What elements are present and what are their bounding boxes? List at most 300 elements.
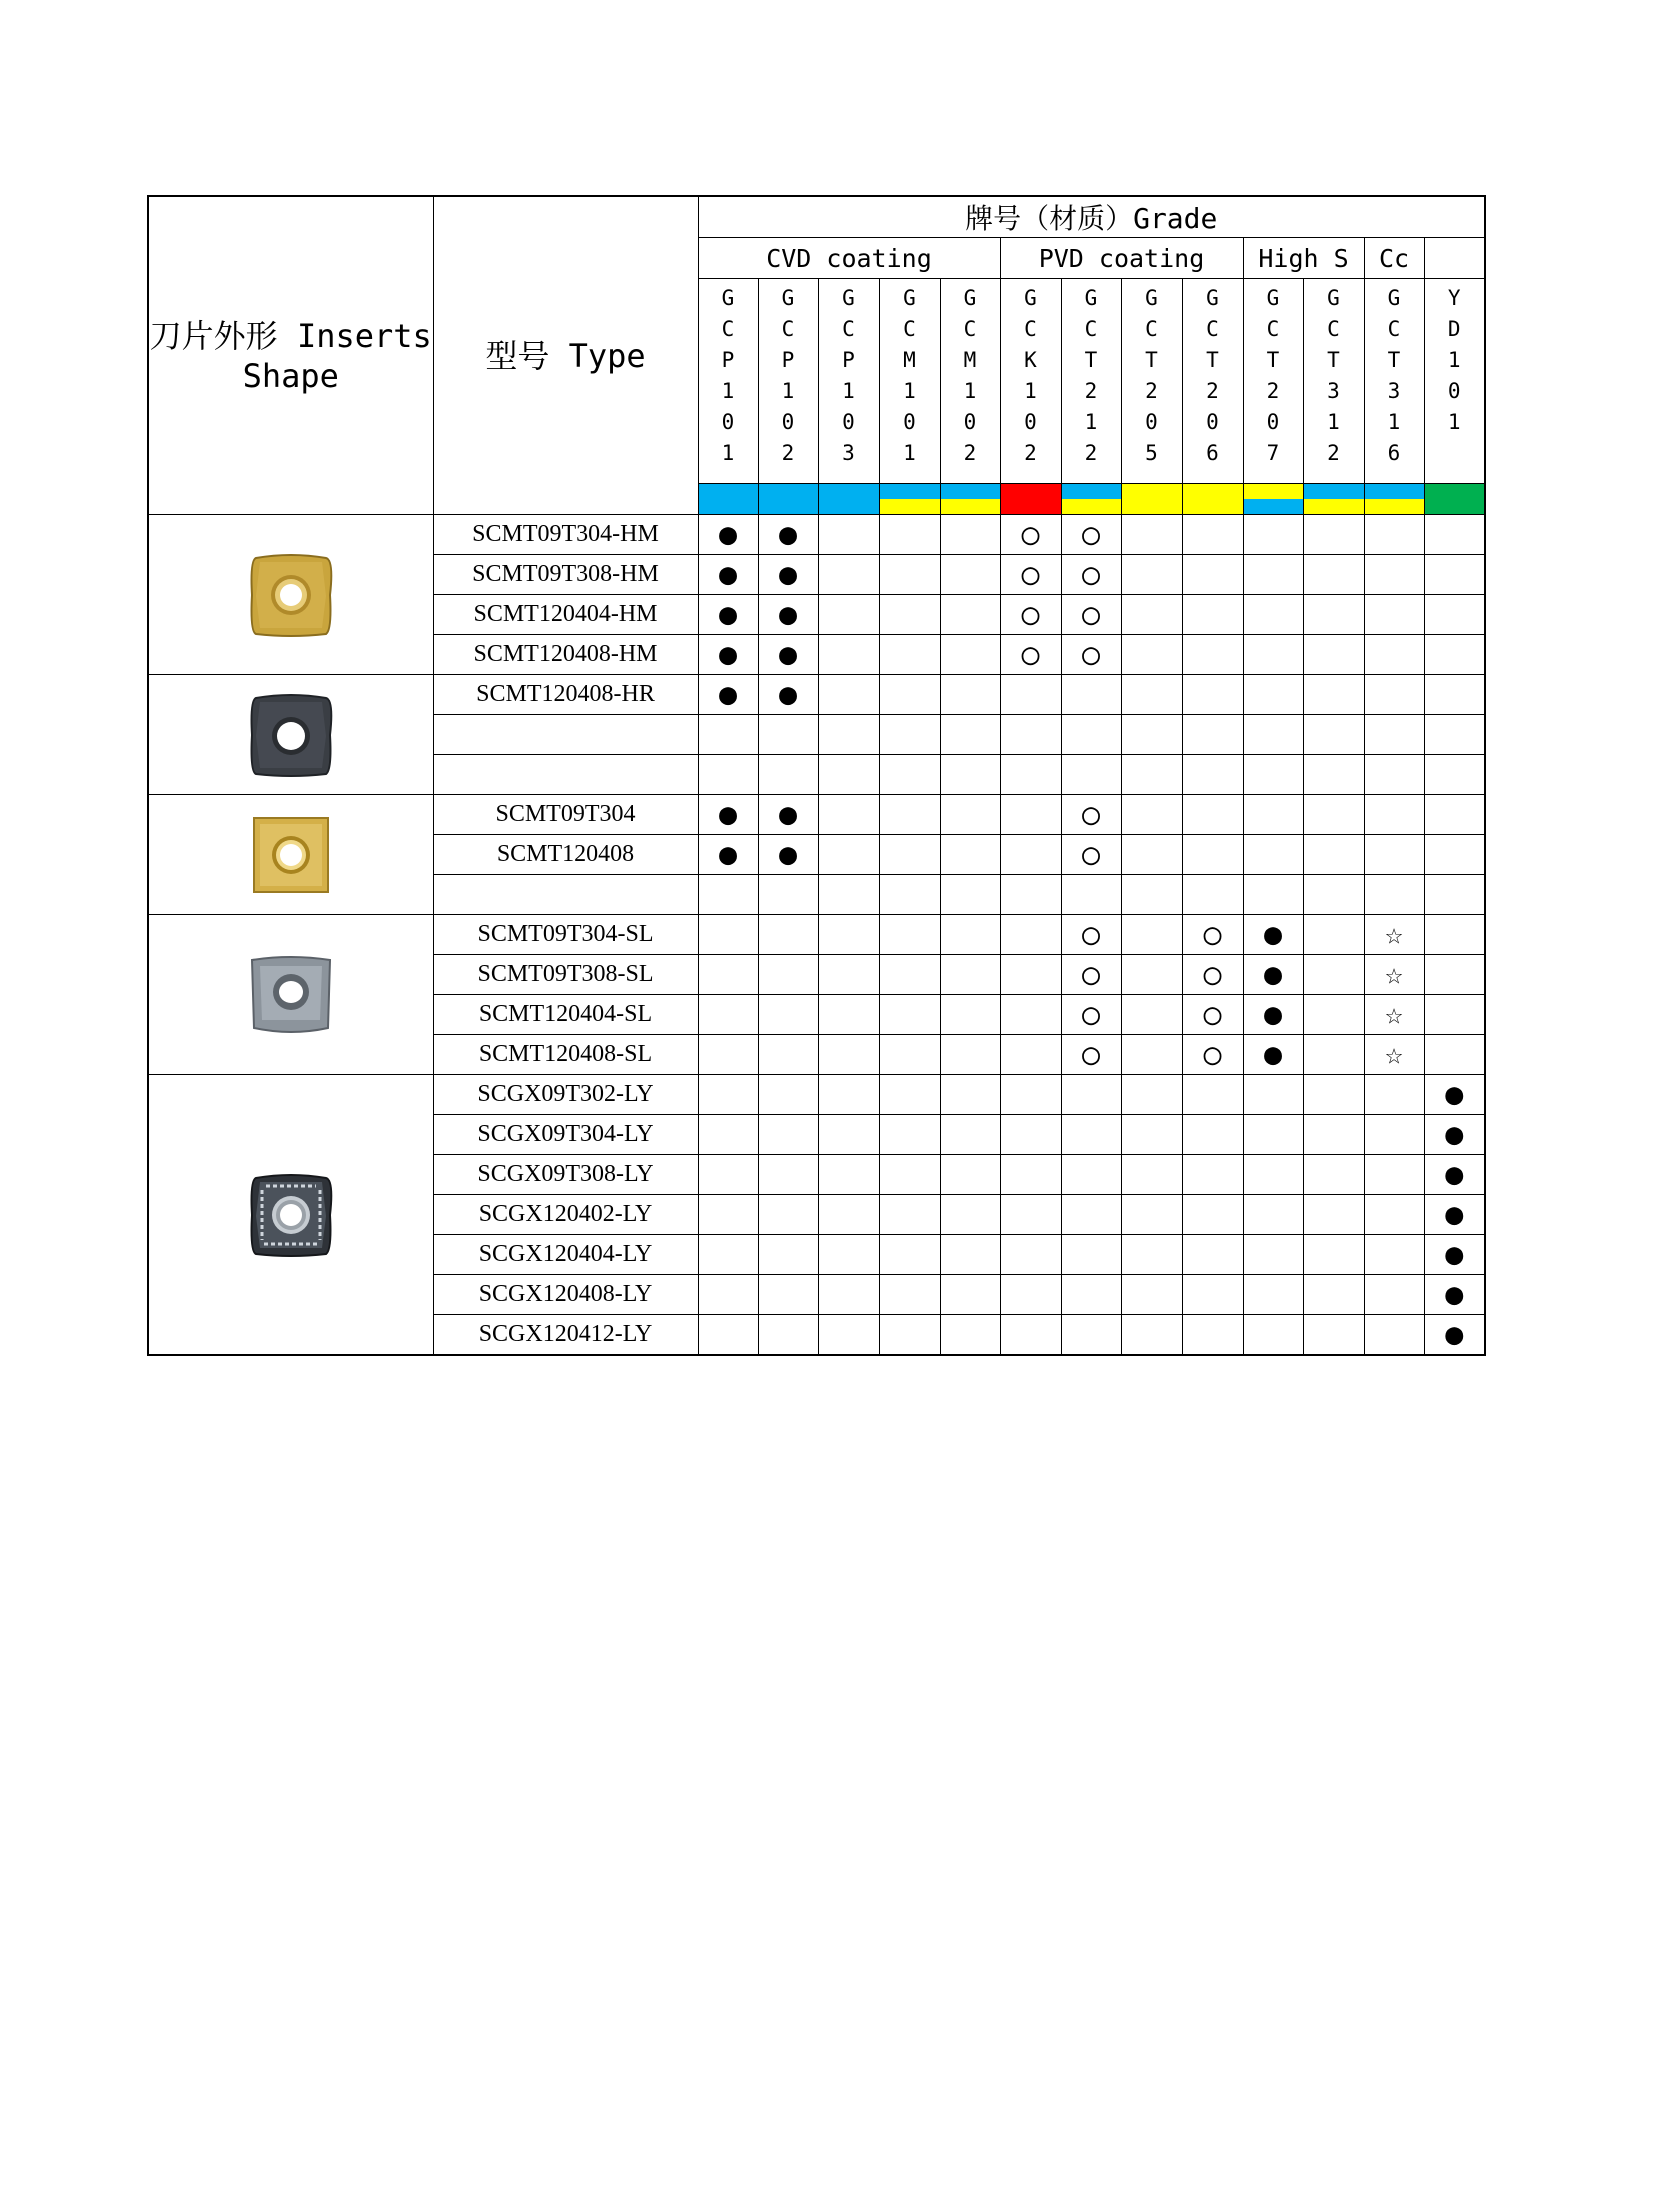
grade-mark-cell bbox=[1303, 1155, 1364, 1195]
grade-mark-cell bbox=[1000, 875, 1061, 915]
grade-mark-cell bbox=[1364, 635, 1424, 675]
grade-mark-cell bbox=[698, 1035, 758, 1075]
grade-mark-cell bbox=[1424, 715, 1485, 755]
grade-mark-cell bbox=[1364, 675, 1424, 715]
grade-mark-cell bbox=[1243, 995, 1303, 1035]
grade-mark-cell bbox=[879, 995, 940, 1035]
grade-group-header: High S bbox=[1243, 238, 1364, 279]
grade-mark-cell bbox=[818, 1035, 879, 1075]
grade-mark-cell bbox=[1364, 1035, 1424, 1075]
grade-mark-cell bbox=[818, 835, 879, 875]
grade-mark-cell bbox=[879, 515, 940, 555]
grade-mark-cell bbox=[1364, 755, 1424, 795]
grade-mark-cell bbox=[1303, 755, 1364, 795]
table-row bbox=[148, 1075, 1485, 1115]
grade-mark-cell bbox=[1000, 1035, 1061, 1075]
grade-mark: ○ bbox=[1021, 596, 1040, 632]
grade-mark: ○ bbox=[1203, 956, 1222, 992]
grade-color-band bbox=[758, 484, 818, 515]
grade-mark-cell bbox=[1424, 1075, 1485, 1115]
grade-mark-cell bbox=[1000, 1315, 1061, 1356]
grade-group-header: PVD coating bbox=[1000, 238, 1243, 279]
grade-mark-cell bbox=[879, 555, 940, 595]
insert-type: SCMT09T304-SL bbox=[433, 915, 698, 955]
grade-mark-cell bbox=[698, 675, 758, 715]
grade-mark-cell bbox=[1303, 955, 1364, 995]
grade-mark-cell bbox=[1424, 1235, 1485, 1275]
insert-type: SCMT120404-SL bbox=[433, 995, 698, 1035]
grade-mark-cell bbox=[758, 1035, 818, 1075]
grade-mark-cell bbox=[1061, 875, 1121, 915]
grade-mark: ● bbox=[718, 596, 738, 632]
grade-mark-cell bbox=[818, 675, 879, 715]
grade-mark-cell bbox=[1243, 875, 1303, 915]
grade-mark-cell bbox=[1121, 955, 1182, 995]
grade-mark-cell bbox=[879, 1315, 940, 1356]
grade-mark-cell bbox=[1000, 915, 1061, 955]
grade-code: G C K 1 0 2 bbox=[1000, 279, 1061, 484]
grade-mark-cell bbox=[698, 795, 758, 835]
grade-mark-cell bbox=[1364, 1115, 1424, 1155]
grade-mark-cell bbox=[1182, 635, 1243, 675]
grade-mark: ● bbox=[1263, 1036, 1283, 1072]
grade-mark-cell bbox=[1364, 555, 1424, 595]
grade-mark-cell bbox=[1121, 555, 1182, 595]
grade-mark-cell bbox=[940, 515, 1000, 555]
grade-mark-cell bbox=[758, 1275, 818, 1315]
grade-mark-cell bbox=[1000, 635, 1061, 675]
grade-mark-cell bbox=[940, 595, 1000, 635]
grade-mark: ☆ bbox=[1384, 916, 1404, 952]
grade-mark-cell bbox=[1182, 795, 1243, 835]
grade-mark-cell bbox=[1000, 1155, 1061, 1195]
grade-color-band bbox=[1182, 484, 1243, 515]
grade-mark-cell bbox=[1061, 515, 1121, 555]
table-row bbox=[148, 795, 1485, 835]
grade-mark-cell bbox=[879, 915, 940, 955]
grade-mark-cell bbox=[1303, 875, 1364, 915]
grade-mark-cell bbox=[1424, 875, 1485, 915]
grade-mark-cell bbox=[698, 1235, 758, 1275]
grade-mark-cell bbox=[879, 675, 940, 715]
grade-mark-cell bbox=[879, 835, 940, 875]
grade-mark-cell bbox=[1000, 795, 1061, 835]
grade-mark: ● bbox=[1445, 1316, 1464, 1352]
grade-mark-cell bbox=[1061, 635, 1121, 675]
grade-mark-cell bbox=[1243, 595, 1303, 635]
grade-code: Y D 1 0 1 bbox=[1424, 279, 1485, 484]
insert-type: SCMT09T308-SL bbox=[433, 955, 698, 995]
grade-mark-cell bbox=[1182, 595, 1243, 635]
grade-mark: ○ bbox=[1203, 996, 1222, 1032]
grade-mark-cell bbox=[1303, 835, 1364, 875]
grade-mark-cell bbox=[1182, 1235, 1243, 1275]
insert-shape-cell bbox=[148, 795, 433, 915]
grade-mark-cell bbox=[1424, 1035, 1485, 1075]
grade-code: G C T 2 0 5 bbox=[1121, 279, 1182, 484]
insert-type bbox=[433, 755, 698, 795]
grade-mark-cell bbox=[1182, 1075, 1243, 1115]
grade-mark-cell bbox=[1061, 715, 1121, 755]
grade-code: G C T 2 1 2 bbox=[1061, 279, 1121, 484]
grade-code: G C P 1 0 2 bbox=[758, 279, 818, 484]
grade-mark-cell bbox=[1182, 995, 1243, 1035]
grade-mark: ○ bbox=[1081, 836, 1101, 872]
grade-mark-cell bbox=[1364, 1195, 1424, 1235]
grade-mark-cell bbox=[818, 1275, 879, 1315]
grade-mark-cell bbox=[758, 1155, 818, 1195]
grade-mark-cell bbox=[1000, 595, 1061, 635]
grade-color-band bbox=[1243, 484, 1303, 515]
grade-mark-cell bbox=[1061, 1155, 1121, 1195]
grade-mark-cell bbox=[1000, 1235, 1061, 1275]
grade-mark-cell bbox=[1182, 835, 1243, 875]
grade-mark-cell bbox=[879, 875, 940, 915]
grade-mark-cell bbox=[698, 875, 758, 915]
insert-type: SCGX120408-LY bbox=[433, 1275, 698, 1315]
grade-mark: ● bbox=[718, 516, 738, 552]
grade-mark: ○ bbox=[1081, 1036, 1101, 1072]
grade-mark-cell bbox=[698, 1315, 758, 1356]
grade-mark: ● bbox=[1445, 1196, 1464, 1232]
grade-mark-cell bbox=[1243, 1115, 1303, 1155]
grade-mark-cell bbox=[758, 675, 818, 715]
grade-mark-cell bbox=[698, 715, 758, 755]
grade-mark: ● bbox=[1445, 1236, 1464, 1272]
grade-mark-cell bbox=[1424, 675, 1485, 715]
insert-type: SCMT09T308-HM bbox=[433, 555, 698, 595]
grade-mark-cell bbox=[818, 995, 879, 1035]
grade-mark-cell bbox=[1061, 835, 1121, 875]
grade-mark: ● bbox=[1445, 1076, 1464, 1112]
grade-mark-cell bbox=[1243, 835, 1303, 875]
grade-mark-cell bbox=[1424, 755, 1485, 795]
grade-code: G C T 3 1 6 bbox=[1364, 279, 1424, 484]
grade-mark: ○ bbox=[1081, 956, 1101, 992]
grade-mark-cell bbox=[1121, 1235, 1182, 1275]
grade-mark: ● bbox=[718, 676, 738, 712]
grade-mark-cell bbox=[1000, 1195, 1061, 1235]
grade-mark-cell bbox=[818, 1195, 879, 1235]
grade-mark-cell bbox=[1243, 1195, 1303, 1235]
grade-mark-cell bbox=[818, 1075, 879, 1115]
grade-mark-cell bbox=[1182, 515, 1243, 555]
grade-mark: ● bbox=[778, 836, 798, 872]
grade-mark-cell bbox=[1303, 1235, 1364, 1275]
grade-mark-cell bbox=[698, 595, 758, 635]
grade-mark-cell bbox=[1000, 555, 1061, 595]
grade-mark-cell bbox=[1303, 795, 1364, 835]
insert-type bbox=[433, 715, 698, 755]
grade-mark: ● bbox=[1445, 1276, 1464, 1312]
grade-mark-cell bbox=[1364, 715, 1424, 755]
grade-mark: ● bbox=[778, 556, 798, 592]
grade-mark: ● bbox=[718, 636, 738, 672]
grade-mark-cell bbox=[1121, 995, 1182, 1035]
grade-mark-cell bbox=[1424, 1155, 1485, 1195]
grade-mark-cell bbox=[1121, 755, 1182, 795]
grade-color-band bbox=[818, 484, 879, 515]
grade-mark-cell bbox=[1303, 1195, 1364, 1235]
grade-mark-cell bbox=[1182, 715, 1243, 755]
grade-mark-cell bbox=[940, 875, 1000, 915]
black-insert-hr-icon bbox=[149, 690, 433, 780]
grade-mark-cell bbox=[1182, 1035, 1243, 1075]
grade-mark-cell bbox=[1364, 1235, 1424, 1275]
grade-mark-cell bbox=[879, 1075, 940, 1115]
grade-color-band bbox=[1303, 484, 1364, 515]
grade-mark-cell bbox=[698, 915, 758, 955]
grade-mark: ○ bbox=[1081, 636, 1101, 672]
grade-color-band bbox=[1424, 484, 1485, 515]
grade-mark-cell bbox=[1364, 515, 1424, 555]
grade-mark-cell bbox=[818, 595, 879, 635]
grade-mark-cell bbox=[1182, 1155, 1243, 1195]
insert-type: SCGX09T302-LY bbox=[433, 1075, 698, 1115]
grade-mark-cell bbox=[1303, 715, 1364, 755]
grade-mark-cell bbox=[1182, 1315, 1243, 1356]
grade-mark-cell bbox=[1182, 1115, 1243, 1155]
grade-code: G C P 1 0 3 bbox=[818, 279, 879, 484]
grade-mark-cell bbox=[698, 635, 758, 675]
insert-type: SCGX120402-LY bbox=[433, 1195, 698, 1235]
grade-mark: ☆ bbox=[1384, 956, 1404, 992]
grade-mark-cell bbox=[1243, 915, 1303, 955]
grade-mark-cell bbox=[1182, 955, 1243, 995]
grade-mark-cell bbox=[758, 1195, 818, 1235]
grade-mark-cell bbox=[1424, 1115, 1485, 1155]
grade-mark-cell bbox=[1061, 1035, 1121, 1075]
grade-mark-cell bbox=[1000, 1075, 1061, 1115]
grade-mark: ○ bbox=[1203, 1036, 1222, 1072]
grade-mark-cell bbox=[758, 995, 818, 1035]
grade-group-header: CVD coating bbox=[698, 238, 1000, 279]
grade-mark-cell bbox=[1061, 1315, 1121, 1356]
grade-mark-cell bbox=[758, 835, 818, 875]
grade-mark-cell bbox=[1243, 955, 1303, 995]
grade-mark: ● bbox=[1263, 916, 1283, 952]
grade-mark-cell bbox=[1424, 795, 1485, 835]
table-row bbox=[148, 515, 1485, 555]
grade-mark-cell bbox=[940, 1035, 1000, 1075]
grade-mark-cell bbox=[940, 835, 1000, 875]
grade-mark-cell bbox=[1121, 1035, 1182, 1075]
grade-mark-cell bbox=[1424, 515, 1485, 555]
insert-shape-cell bbox=[148, 1075, 433, 1356]
grade-mark-cell bbox=[758, 955, 818, 995]
grade-mark-cell bbox=[1364, 875, 1424, 915]
insert-type: SCMT120408 bbox=[433, 835, 698, 875]
grade-mark-cell bbox=[940, 1195, 1000, 1235]
grade-mark-cell bbox=[1121, 1195, 1182, 1235]
grade-mark-cell bbox=[1061, 995, 1121, 1035]
grade-mark-cell bbox=[1061, 755, 1121, 795]
insert-type: SCMT120408-SL bbox=[433, 1035, 698, 1075]
grade-mark-cell bbox=[1303, 1275, 1364, 1315]
grade-mark-cell bbox=[818, 795, 879, 835]
grade-mark-cell bbox=[1303, 1075, 1364, 1115]
grade-code: G C T 2 0 7 bbox=[1243, 279, 1303, 484]
grade-mark-cell bbox=[1424, 915, 1485, 955]
grade-mark-cell bbox=[1303, 635, 1364, 675]
grade-mark-cell bbox=[1061, 1075, 1121, 1115]
grade-mark-cell bbox=[818, 1235, 879, 1275]
grade-mark-cell bbox=[940, 1155, 1000, 1195]
grade-code: G C M 1 0 2 bbox=[940, 279, 1000, 484]
dark-insert-ly-icon bbox=[149, 1170, 433, 1260]
grade-mark-cell bbox=[1182, 755, 1243, 795]
grade-mark: ○ bbox=[1081, 916, 1101, 952]
grade-mark-cell bbox=[1243, 795, 1303, 835]
grade-mark-cell bbox=[1424, 955, 1485, 995]
grade-mark-cell bbox=[698, 995, 758, 1035]
grade-mark-cell bbox=[818, 915, 879, 955]
grade-mark-cell bbox=[1303, 515, 1364, 555]
grade-mark-cell bbox=[1243, 1035, 1303, 1075]
grade-mark-cell bbox=[758, 635, 818, 675]
grade-mark-cell bbox=[698, 1275, 758, 1315]
grade-mark-cell bbox=[1000, 995, 1061, 1035]
grade-mark-cell bbox=[758, 555, 818, 595]
gold-insert-plain-icon bbox=[149, 810, 433, 900]
grade-code: G C M 1 0 1 bbox=[879, 279, 940, 484]
grade-mark-cell bbox=[698, 1075, 758, 1115]
grade-mark-cell bbox=[1243, 1235, 1303, 1275]
grade-mark-cell bbox=[1243, 635, 1303, 675]
grade-mark-cell bbox=[818, 755, 879, 795]
grade-mark-cell bbox=[1243, 1315, 1303, 1356]
grade-mark-cell bbox=[698, 955, 758, 995]
grade-mark-cell bbox=[1061, 1195, 1121, 1235]
grade-mark: ● bbox=[778, 636, 798, 672]
grade-mark-cell bbox=[1243, 755, 1303, 795]
grade-mark: ○ bbox=[1081, 556, 1101, 592]
insert-type: SCGX09T308-LY bbox=[433, 1155, 698, 1195]
grade-mark-cell bbox=[1364, 835, 1424, 875]
insert-type: SCMT09T304-HM bbox=[433, 515, 698, 555]
grade-mark-cell bbox=[1303, 1115, 1364, 1155]
grade-mark-cell bbox=[1303, 675, 1364, 715]
grade-mark-cell bbox=[1121, 1315, 1182, 1356]
grade-mark-cell bbox=[758, 1235, 818, 1275]
insert-type: SCMT120408-HM bbox=[433, 635, 698, 675]
grade-mark-cell bbox=[1121, 915, 1182, 955]
type-header: 型号 Type bbox=[433, 196, 698, 515]
grade-mark-cell bbox=[1182, 875, 1243, 915]
grade-mark: ● bbox=[778, 596, 798, 632]
grade-mark-cell bbox=[940, 1075, 1000, 1115]
grade-mark-cell bbox=[879, 1195, 940, 1235]
grade-mark-cell bbox=[940, 715, 1000, 755]
grade-mark-cell bbox=[1364, 995, 1424, 1035]
grade-mark-cell bbox=[940, 755, 1000, 795]
grade-color-band bbox=[1121, 484, 1182, 515]
grade-mark-cell bbox=[1121, 515, 1182, 555]
grade-mark-cell bbox=[758, 1075, 818, 1115]
grade-mark: ○ bbox=[1203, 916, 1222, 952]
grade-mark-cell bbox=[940, 1115, 1000, 1155]
grade-mark-cell bbox=[1121, 835, 1182, 875]
grade-color-band bbox=[1000, 484, 1061, 515]
grade-mark: ● bbox=[718, 796, 738, 832]
grade-mark-cell bbox=[758, 715, 818, 755]
grade-mark-cell bbox=[698, 555, 758, 595]
grade-mark-cell bbox=[758, 1315, 818, 1356]
grade-mark-cell bbox=[879, 1155, 940, 1195]
grade-mark-cell bbox=[1243, 555, 1303, 595]
insert-type: SCGX120412-LY bbox=[433, 1315, 698, 1356]
insert-type: SCGX120404-LY bbox=[433, 1235, 698, 1275]
grade-mark-cell bbox=[1000, 835, 1061, 875]
grade-mark-cell bbox=[1424, 1315, 1485, 1356]
grade-mark-cell bbox=[1182, 1275, 1243, 1315]
grade-mark: ● bbox=[778, 516, 798, 552]
grade-mark-cell bbox=[940, 675, 1000, 715]
grade-mark-cell bbox=[879, 1035, 940, 1075]
grade-mark-cell bbox=[758, 515, 818, 555]
grade-mark: ● bbox=[718, 556, 738, 592]
grade-mark-cell bbox=[698, 1155, 758, 1195]
grade-mark-cell bbox=[698, 515, 758, 555]
grade-mark: ○ bbox=[1081, 996, 1101, 1032]
grade-mark-cell bbox=[1424, 835, 1485, 875]
grade-color-band bbox=[1061, 484, 1121, 515]
insert-shape-cell bbox=[148, 675, 433, 795]
grade-mark-cell bbox=[940, 555, 1000, 595]
grade-mark-cell bbox=[1000, 515, 1061, 555]
grade-mark-cell bbox=[758, 595, 818, 635]
table-row bbox=[148, 675, 1485, 715]
insert-type: SCMT120408-HR bbox=[433, 675, 698, 715]
grade-mark-cell bbox=[1424, 635, 1485, 675]
grade-mark: ○ bbox=[1081, 596, 1101, 632]
grade-mark-cell bbox=[758, 875, 818, 915]
grade-mark-cell bbox=[1364, 1275, 1424, 1315]
grade-mark-cell bbox=[1182, 675, 1243, 715]
grade-mark-cell bbox=[1121, 1155, 1182, 1195]
grade-mark-cell bbox=[818, 955, 879, 995]
grade-mark-cell bbox=[1364, 1155, 1424, 1195]
grade-mark-cell bbox=[940, 795, 1000, 835]
grade-mark-cell bbox=[1182, 555, 1243, 595]
grade-mark-cell bbox=[818, 1315, 879, 1356]
grade-mark: ○ bbox=[1081, 516, 1101, 552]
grade-group-header: Cc bbox=[1364, 238, 1424, 279]
grade-mark-cell bbox=[879, 1275, 940, 1315]
grade-table bbox=[147, 195, 1486, 1356]
grade-mark: ○ bbox=[1021, 556, 1040, 592]
insert-shape-cell bbox=[148, 915, 433, 1075]
grade-mark-cell bbox=[1364, 795, 1424, 835]
grade-mark: ○ bbox=[1021, 636, 1040, 672]
grade-mark-cell bbox=[1424, 555, 1485, 595]
grade-mark-cell bbox=[1061, 1235, 1121, 1275]
grade-mark-cell bbox=[1121, 795, 1182, 835]
grade-mark-cell bbox=[1121, 1075, 1182, 1115]
grade-mark-cell bbox=[1243, 515, 1303, 555]
grade-code: G C T 3 1 2 bbox=[1303, 279, 1364, 484]
grade-color-band bbox=[1364, 484, 1424, 515]
grade-mark-cell bbox=[1243, 715, 1303, 755]
grade-mark-cell bbox=[940, 1235, 1000, 1275]
grade-mark-cell bbox=[879, 755, 940, 795]
grade-mark-cell bbox=[758, 755, 818, 795]
gray-insert-sl-icon bbox=[149, 950, 433, 1040]
grade-mark-cell bbox=[818, 715, 879, 755]
grade-mark: ● bbox=[1263, 996, 1283, 1032]
grade-mark-cell bbox=[818, 635, 879, 675]
grade-mark-cell bbox=[818, 555, 879, 595]
